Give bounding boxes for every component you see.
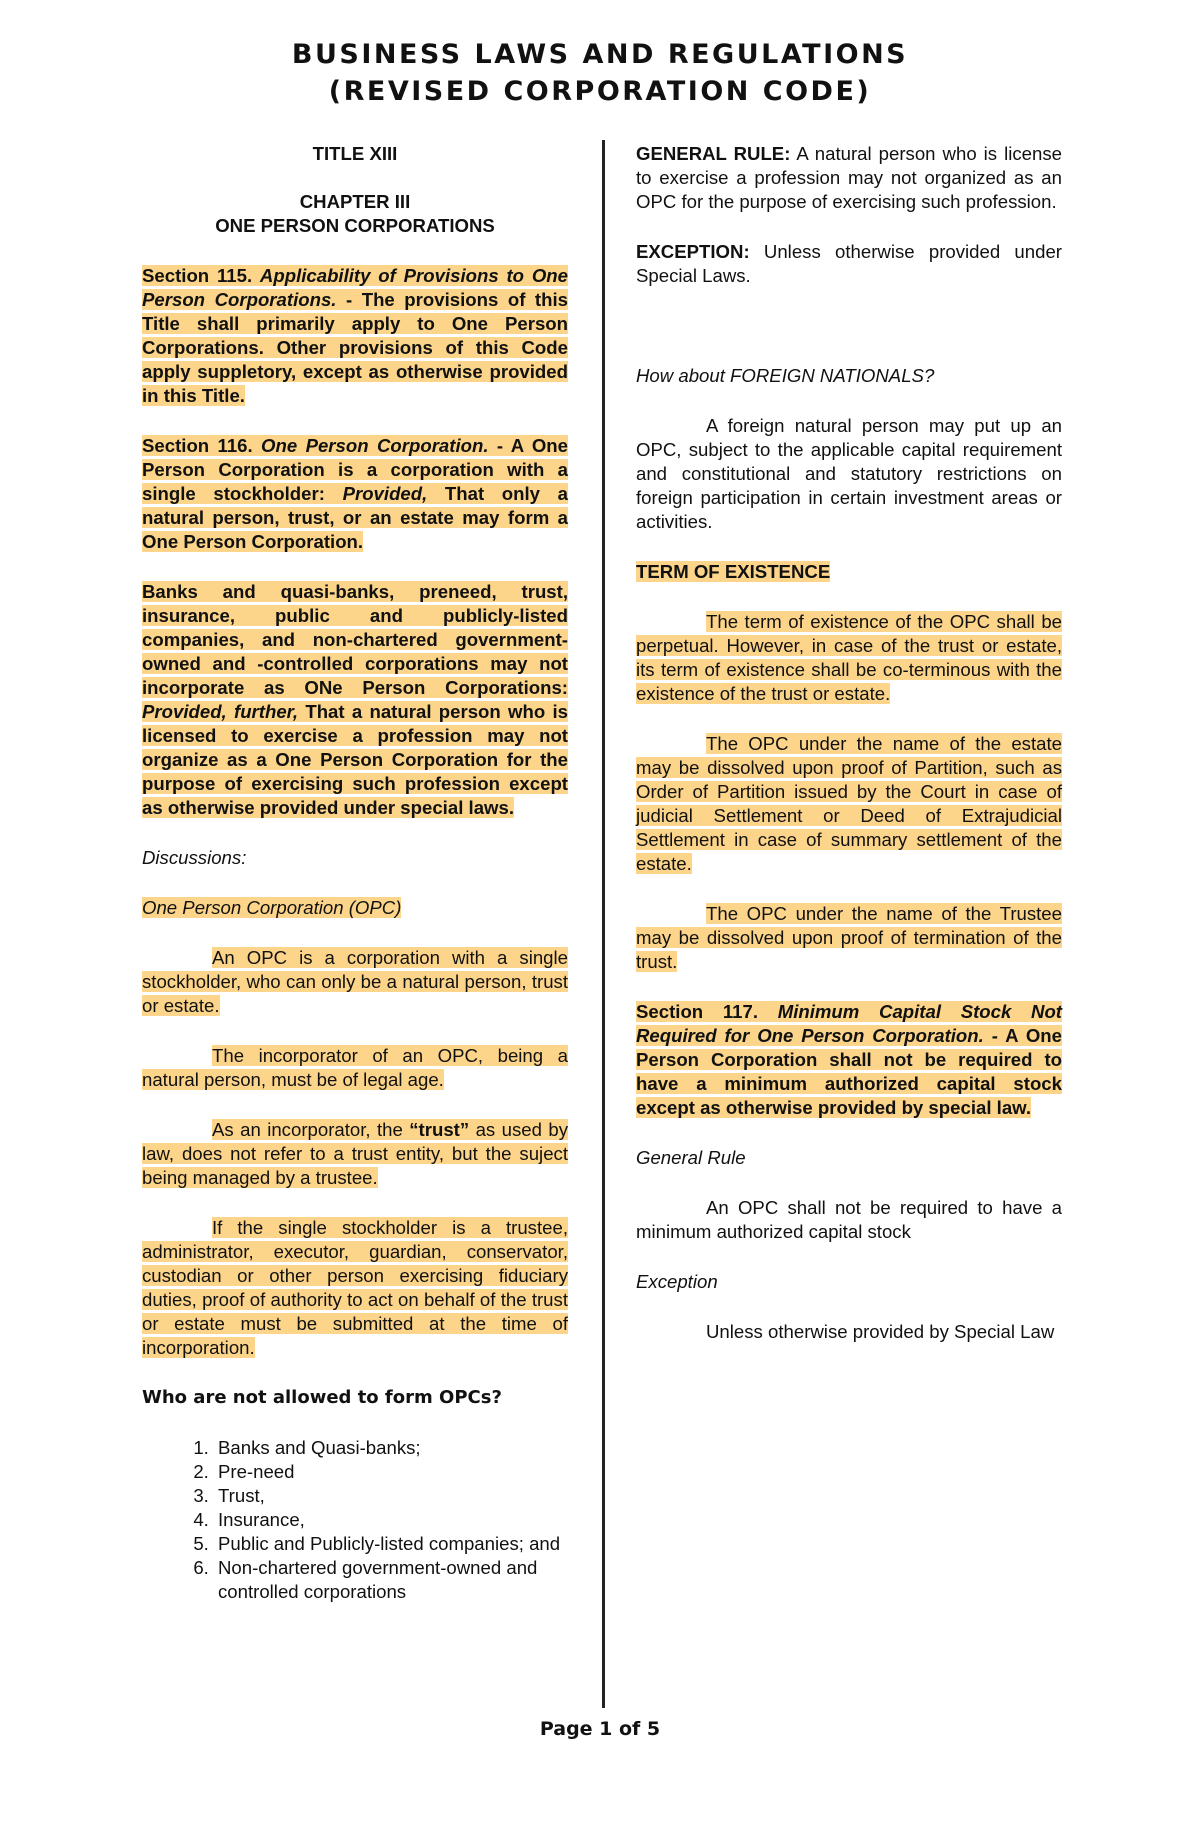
section-116-proviso: Provided, bbox=[342, 483, 428, 504]
term-heading: TERM OF EXISTENCE bbox=[636, 561, 831, 582]
section-116-title: One Person Corporation. bbox=[261, 435, 489, 456]
term-paragraph: The term of existence of the OPC shall be perpetual. However, in case of the trust or estate, its term of existence shall be co-terminous with the existence of the trust or estate. bbox=[636, 611, 1062, 704]
section-117-number: Section 117. bbox=[636, 1001, 759, 1022]
general-rule-body: An OPC shall not be required to have a minimum authorized capital stock bbox=[636, 1197, 1062, 1242]
section-115 bbox=[142, 264, 568, 408]
general-rule-paragraph: GENERAL RULE: A natural person who is license to exercise a profession may not organized as an OPC for the purpose of exercising such profession. bbox=[636, 143, 1063, 212]
section-115-number: Section 115. bbox=[142, 265, 253, 286]
chapter-name: ONE PERSON CORPORATIONS bbox=[215, 215, 495, 236]
banks-body-cont: That a natural person who is licensed to exercise a profession may not organize as a One Person Corporation for the purpose of exercising such profession except as otherwise provided under special laws. bbox=[142, 701, 568, 818]
section-115-body: - The provisions of this Title shall primarily apply to One Person Corporations. Other provisions of this Code apply suppletory, except as otherwise provided in this Title. bbox=[142, 289, 568, 406]
section-117-title: Minimum Capital Stock Not Required for One Person Corporation. bbox=[636, 1001, 1062, 1046]
section-116 bbox=[142, 434, 568, 554]
opc-heading: One Person Corporation (OPC) bbox=[142, 897, 402, 918]
title-heading: TITLE XIII bbox=[312, 143, 398, 164]
left-column bbox=[142, 142, 568, 1604]
incorporator-paragraph: The incorporator of an OPC, being a natural person, must be of legal age. bbox=[142, 1045, 568, 1090]
estate-paragraph: The OPC under the name of the estate may be dissolved upon proof of Partition, such as Order of Partition issued by the Court in case of judicial Settlement or Deed of Extrajudicial Settlement in case of summary settlement of the estate. bbox=[636, 733, 1062, 874]
not-allowed-list bbox=[142, 1436, 568, 1604]
document-header bbox=[0, 36, 1200, 110]
right-column bbox=[636, 142, 1062, 1370]
discussions-label: Discussions: bbox=[142, 847, 247, 868]
banks-proviso: Provided, further, bbox=[142, 701, 299, 722]
not-allowed-heading: Who are not allowed to form OPCs? bbox=[142, 1387, 502, 1408]
term-heading-line bbox=[636, 560, 1062, 584]
trust-term: “trust” bbox=[409, 1119, 470, 1140]
chapter-heading: CHAPTER III bbox=[299, 191, 411, 212]
trustee-dissolution-paragraph: The OPC under the name of the Trustee may be dissolved upon proof of termination of the trust. bbox=[636, 903, 1062, 972]
foreign-nationals-question: How about FOREIGN NATIONALS? bbox=[636, 365, 935, 386]
exception-paragraph: EXCEPTION: Unless otherwise provided under Special Laws. bbox=[636, 241, 1062, 286]
list-item: 4. Insurance, bbox=[214, 1508, 568, 1532]
section-115-title: Applicability of Provisions to One Person Corporations. bbox=[142, 265, 568, 310]
trust-paragraph: As an incorporator, the “trust” as used by law, does not refer to a trust entity, but the suject being managed by a trustee. bbox=[142, 1119, 569, 1188]
column-divider bbox=[602, 140, 605, 1708]
header-title: BUSINESS LAWS AND REGULATIONS bbox=[291, 39, 909, 70]
banks-paragraph bbox=[142, 580, 568, 820]
general-rule-subheading: General Rule bbox=[636, 1147, 746, 1168]
general-rule-label: GENERAL RULE: bbox=[636, 143, 791, 164]
list-item: 2. Pre-need bbox=[214, 1460, 568, 1484]
trustee-paragraph: If the single stockholder is a trustee, administrator, executor, guardian, conservator, custodian or other person exercising fiduciary duties, proof of authority to act on behalf of the trust or estate must be submitted at the time of incorporation. bbox=[142, 1217, 568, 1358]
banks-body: Banks and quasi-banks, preneed, trust, insurance, public and publicly-listed companies, and non-chartered government-owned and -controlled corporations may not incorporate as ONe Person Corporations: bbox=[142, 581, 568, 698]
exception-body: Unless otherwise provided by Special Law bbox=[706, 1321, 1055, 1342]
list-item: 1. Banks and Quasi-banks; bbox=[214, 1436, 568, 1460]
section-117 bbox=[636, 1000, 1062, 1120]
page-number: Page 1 of 5 bbox=[539, 1718, 661, 1740]
section-116-body-cont: That only a natural person, trust, or an estate may form a One Person Corporation. bbox=[142, 483, 568, 552]
section-117-body: - A One Person Corporation shall not be required to have a minimum authorized capital stock except as otherwise provided by special law. bbox=[636, 1025, 1062, 1118]
list-item: 3. Trust, bbox=[214, 1484, 568, 1508]
header-subtitle: (REVISED CORPORATION CODE) bbox=[328, 76, 872, 107]
foreign-nationals-answer: A foreign natural person may put up an OPC, subject to the applicable capital requirement and constitutional and statutory restrictions on foreign participation in certain investment areas or activities. bbox=[636, 415, 1062, 532]
exception-subheading: Exception bbox=[636, 1271, 718, 1292]
list-item: 6. Non-chartered government-owned and controlled corporations bbox=[214, 1556, 568, 1604]
exception-label: EXCEPTION: bbox=[636, 241, 750, 262]
opc-heading-line bbox=[142, 896, 568, 920]
section-116-body: - A One Person Corporation is a corporation with a single stockholder: bbox=[142, 435, 568, 504]
section-116-number: Section 116. bbox=[142, 435, 253, 456]
opc-definition: An OPC is a corporation with a single stockholder, who can only be a natural person, trust or estate. bbox=[142, 947, 568, 1016]
list-item: 5. Public and Publicly-listed companies; and bbox=[214, 1532, 568, 1556]
